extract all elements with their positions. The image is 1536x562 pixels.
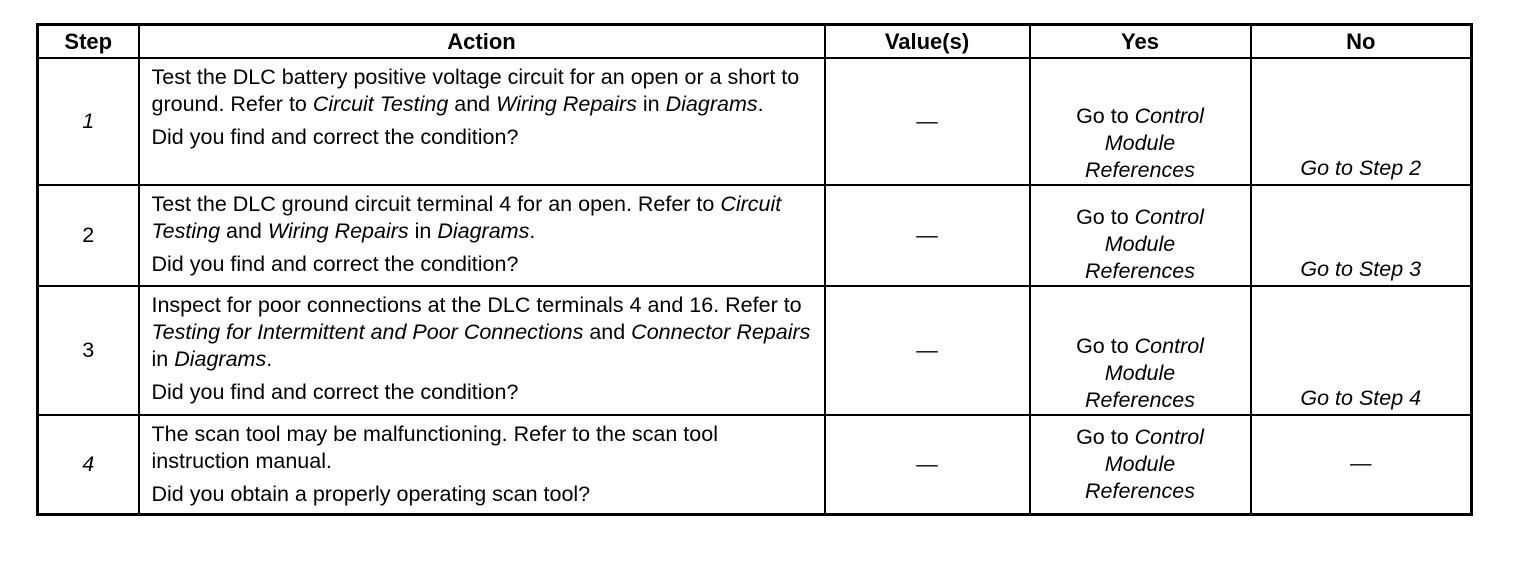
- header-step: Step: [38, 25, 139, 59]
- table-row: [38, 286, 1472, 415]
- header-yes: Yes: [1030, 25, 1251, 59]
- value-cell: —: [825, 58, 1030, 185]
- no-cell: Go to Step 4: [1251, 286, 1472, 415]
- no-cell: Go to Step 3: [1251, 185, 1472, 286]
- step-number: 4: [38, 415, 139, 514]
- yes-link: Control: [1134, 205, 1204, 229]
- action-text: Test the DLC ground circuit terminal 4 for an open. Refer to Circuit Testing and Wiring Repairs in Diagrams.: [151, 192, 782, 243]
- yes-link: Control: [1134, 104, 1204, 128]
- yes-cell: Go to Control Module References: [1030, 58, 1251, 185]
- diagnostic-table: [36, 23, 1473, 516]
- action-text: Test the DLC battery positive voltage circuit for an open or a short to ground. Refer to Circuit Testing and Wiring Repairs in Diagrams.: [151, 65, 800, 116]
- header-row: [38, 25, 1472, 59]
- step-number: 1: [38, 58, 139, 185]
- action-question: Did you obtain a properly operating scan tool?: [151, 482, 591, 506]
- table-row: [38, 185, 1472, 286]
- action-question: Did you find and correct the condition?: [151, 252, 519, 276]
- header-no: No: [1251, 25, 1472, 59]
- action-cell: [139, 415, 825, 514]
- action-cell: [139, 58, 825, 185]
- yes-link: Control: [1134, 424, 1204, 449]
- yes-cell: Go to Control Module References: [1030, 415, 1251, 514]
- action-text: The scan tool may be malfunctioning. Refer to the scan tool instruction manual.: [151, 422, 718, 473]
- action-cell: [139, 185, 825, 286]
- action-cell: [139, 286, 825, 415]
- action-question: Did you find and correct the condition?: [151, 125, 519, 149]
- action-question: Did you find and correct the condition?: [151, 380, 519, 404]
- value-cell: —: [825, 185, 1030, 286]
- action-text: Inspect for poor connections at the DLC terminals 4 and 16. Refer to Testing for Intermittent and Poor Connections and Connector Repairs in Diagrams.: [151, 293, 811, 371]
- header-values: Value(s): [825, 25, 1030, 59]
- no-cell: Go to Step 2: [1251, 58, 1472, 185]
- value-cell: —: [825, 286, 1030, 415]
- yes-cell: Go to Control Module References: [1030, 286, 1251, 415]
- yes-link: Control: [1134, 334, 1204, 358]
- table-row: [38, 58, 1472, 185]
- step-number: 3: [38, 286, 139, 415]
- table-row: [38, 415, 1472, 514]
- step-number: 2: [38, 185, 139, 286]
- no-cell: —: [1251, 415, 1472, 514]
- value-cell: —: [825, 415, 1030, 514]
- yes-cell: Go to Control Module References: [1030, 185, 1251, 286]
- header-action: Action: [139, 25, 825, 59]
